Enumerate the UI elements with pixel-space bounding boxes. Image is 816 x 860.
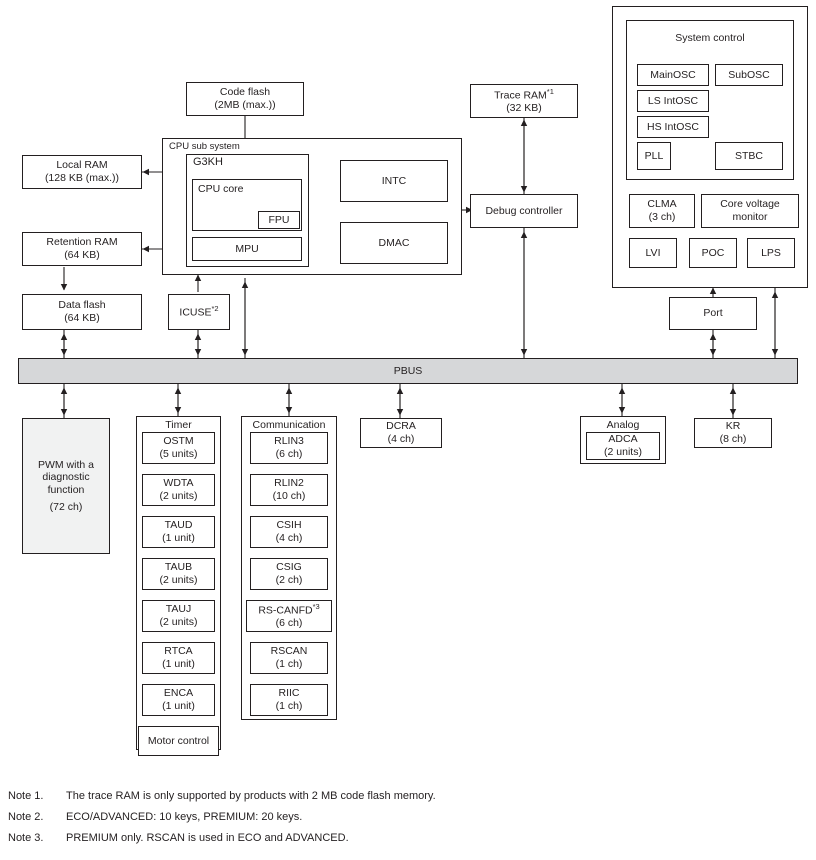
block-debug-controller — [470, 194, 578, 228]
block-lvi-name: LVI — [645, 246, 661, 259]
block-csig-name: CSIG — [276, 561, 302, 574]
note-text: PREMIUM only. RSCAN is used in ECO and ADVANCED. — [66, 832, 349, 844]
group-system-control-title: System control — [675, 32, 745, 44]
block-taud-detail: (1 unit) — [162, 532, 195, 544]
block-mainosc — [637, 64, 709, 86]
block-csih-detail: (4 ch) — [275, 532, 303, 544]
block-intc-name: INTC — [381, 174, 407, 187]
block-code-flash-name: Code flash — [219, 86, 271, 99]
block-data-flash-detail: (64 KB) — [64, 312, 100, 324]
block-retention-ram — [22, 232, 142, 266]
block-enca-name: ENCA — [163, 687, 194, 700]
block-rtca-detail: (1 unit) — [162, 658, 195, 670]
block-rs-canfd — [246, 600, 332, 632]
block-ls-intosc-name: LS IntOSC — [647, 94, 699, 107]
block-poc — [689, 238, 737, 268]
block-rtca — [142, 642, 215, 674]
block-local-ram — [22, 155, 142, 189]
block-taub-detail: (2 units) — [159, 574, 198, 586]
block-csih — [250, 516, 328, 548]
block-cpu-core-name: CPU core — [198, 183, 244, 195]
notes-section — [8, 790, 808, 853]
block-fpu — [258, 211, 300, 229]
block-pll-name: PLL — [644, 149, 664, 162]
block-rs-canfd-name: RS-CANFD$^{*3}$ — [258, 602, 320, 617]
block-port — [669, 297, 757, 330]
block-ostm-name: OSTM — [163, 435, 194, 448]
block-port-name: Port — [703, 307, 723, 320]
block-mainosc-name: MainOSC — [650, 68, 696, 81]
block-rlin3-name: RLIN3 — [274, 435, 304, 448]
block-riic-detail: (1 ch) — [275, 700, 303, 712]
block-adca-detail: (2 units) — [604, 446, 642, 458]
block-trace-ram — [470, 84, 578, 118]
block-taub-name: TAUB — [164, 561, 193, 574]
block-subosc-name: SubOSC — [728, 68, 770, 81]
footnote-marker-2: *2 — [211, 304, 219, 314]
block-csih-name: CSIH — [276, 519, 302, 532]
note-text: The trace RAM is only supported by products with 2 MB code flash memory. — [66, 790, 436, 802]
block-enca — [142, 684, 215, 716]
note-label: Note 2. — [8, 811, 44, 823]
block-code-flash — [186, 82, 304, 116]
block-debug-controller-name: Debug controller — [485, 204, 563, 217]
note-label: Note 3. — [8, 832, 44, 844]
block-ostm — [142, 432, 215, 464]
note-row — [8, 832, 808, 844]
block-tauj-detail: (2 units) — [159, 616, 198, 628]
block-local-ram-name: Local RAM — [56, 159, 108, 172]
note-label: Note 1. — [8, 790, 44, 802]
block-rscan-name: RSCAN — [270, 645, 308, 658]
block-kr-name: KR — [725, 420, 741, 433]
block-rlin3-detail: (6 ch) — [275, 448, 303, 460]
block-dcra-name: DCRA — [386, 420, 416, 433]
block-wdta-name: WDTA — [163, 477, 194, 490]
block-stbc-name: STBC — [734, 149, 763, 162]
block-adca-name: ADCA — [608, 433, 638, 446]
block-motor-control — [138, 726, 219, 756]
block-dcra — [360, 418, 442, 448]
block-local-ram-detail: (128 KB (max.)) — [44, 172, 120, 184]
block-mpu-name: MPU — [235, 242, 259, 255]
block-data-flash — [22, 294, 142, 330]
block-core-voltage-monitor-name: Core voltage monitor — [720, 198, 780, 223]
block-retention-ram-detail: (64 KB) — [64, 249, 100, 261]
block-rscan — [250, 642, 328, 674]
block-tauj — [142, 600, 215, 632]
block-motor-control-name: Motor control — [147, 734, 210, 747]
block-lps-name: LPS — [761, 246, 781, 259]
block-lvi — [629, 238, 677, 268]
block-taub — [142, 558, 215, 590]
block-taud-name: TAUD — [164, 519, 193, 532]
block-lps — [747, 238, 795, 268]
block-rlin2 — [250, 474, 328, 506]
bus-pbus-label: PBUS — [393, 365, 423, 377]
block-stbc — [715, 142, 783, 170]
block-retention-ram-name: Retention RAM — [46, 236, 118, 249]
block-pwm-name: PWM with a diagnostic function — [37, 458, 94, 496]
block-rtca-name: RTCA — [164, 645, 193, 658]
block-poc-name: POC — [701, 246, 725, 259]
block-adca — [586, 432, 660, 460]
block-wdta-detail: (2 units) — [159, 490, 198, 502]
block-rs-canfd-detail: (6 ch) — [275, 617, 303, 630]
group-cpu-subsystem-label: CPU sub system — [169, 141, 240, 152]
block-dmac-name: DMAC — [378, 236, 410, 249]
block-dcra-detail: (4 ch) — [387, 433, 415, 445]
block-hs-intosc — [637, 116, 709, 138]
block-rlin2-detail: (10 ch) — [272, 490, 306, 502]
block-fpu-name: FPU — [268, 213, 290, 226]
block-tauj-name: TAUJ — [165, 603, 192, 616]
block-core-voltage-monitor — [701, 194, 799, 228]
footnote-marker-1: *1 — [546, 87, 554, 97]
block-data-flash-name: Data flash — [58, 299, 106, 312]
block-rscan-detail: (1 ch) — [275, 658, 303, 670]
block-intc — [340, 160, 448, 202]
block-pwm-detail: (72 ch) — [49, 500, 83, 513]
block-rlin2-name: RLIN2 — [274, 477, 304, 490]
block-icuse — [168, 294, 230, 330]
block-clma-name: CLMA — [647, 198, 677, 211]
block-wdta — [142, 474, 215, 506]
block-subosc — [715, 64, 783, 86]
block-mpu — [192, 237, 302, 261]
block-riic-name: RIIC — [278, 687, 300, 700]
block-riic — [250, 684, 328, 716]
block-trace-ram-name: Trace RAM$^{*1}$ — [494, 87, 554, 102]
block-csig — [250, 558, 328, 590]
block-dmac — [340, 222, 448, 264]
note-row — [8, 790, 808, 802]
block-rlin3 — [250, 432, 328, 464]
block-clma-detail: (3 ch) — [648, 211, 676, 223]
group-analog-title: Analog — [606, 419, 640, 431]
block-hs-intosc-name: HS IntOSC — [647, 120, 699, 133]
block-ls-intosc — [637, 90, 709, 112]
block-kr — [694, 418, 772, 448]
bus-pbus — [18, 358, 798, 384]
block-csig-detail: (2 ch) — [275, 574, 303, 586]
group-timer-title: Timer — [165, 419, 192, 431]
note-row — [8, 811, 808, 823]
block-ostm-detail: (5 units) — [159, 448, 198, 460]
block-clma — [629, 194, 695, 228]
block-trace-ram-detail: (32 KB) — [506, 102, 542, 115]
note-text: ECO/ADVANCED: 10 keys, PREMIUM: 20 keys. — [66, 811, 303, 823]
block-pwm — [22, 418, 110, 554]
block-icuse-name: ICUSE$^{*2}$ — [179, 304, 219, 319]
group-communication-title: Communication — [252, 419, 326, 431]
group-g3kh-label: G3KH — [193, 156, 223, 168]
block-pll — [637, 142, 671, 170]
block-code-flash-detail: (2MB (max.)) — [214, 99, 276, 111]
block-kr-detail: (8 ch) — [719, 433, 747, 445]
block-enca-detail: (1 unit) — [162, 700, 195, 712]
block-taud — [142, 516, 215, 548]
footnote-marker-3: *3 — [312, 602, 320, 612]
